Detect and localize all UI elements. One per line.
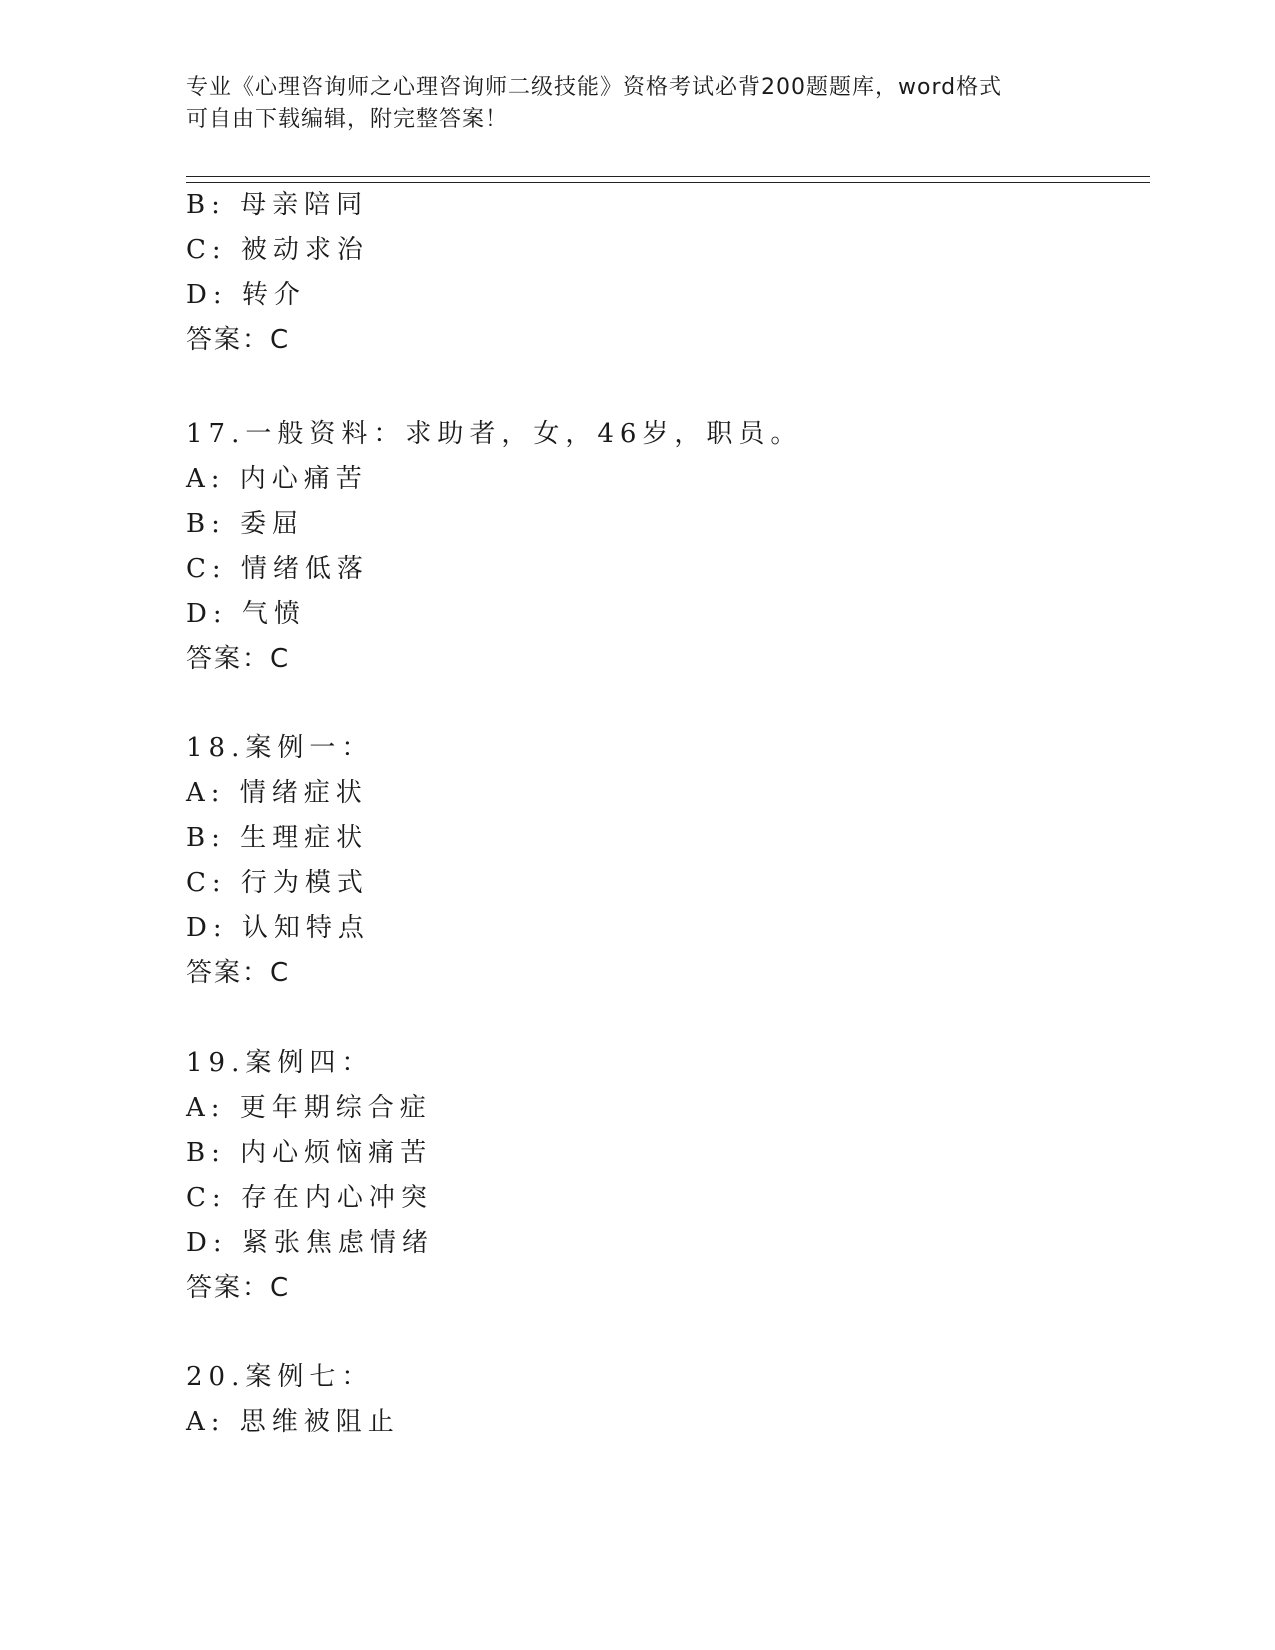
header-line-1: 专业《心理咨询师之心理咨询师二级技能》资格考试必背200题题库，word格式 xyxy=(186,75,1003,100)
option-line: C: 被动求治 xyxy=(186,235,369,265)
answer-line: 答案：C xyxy=(186,644,291,674)
answer-line: 答案：C xyxy=(186,958,291,988)
option-line: D: 认知特点 xyxy=(186,913,370,943)
header-line-2: 可自由下载编辑，附完整答案！ xyxy=(186,107,509,132)
answer-line: 答案：C xyxy=(186,1273,291,1303)
question-line: 18.案例一： xyxy=(186,733,374,763)
option-line: A: 情绪症状 xyxy=(186,778,368,808)
option-line: A: 思维被阻止 xyxy=(186,1407,400,1437)
option-line: B: 内心烦恼痛苦 xyxy=(186,1138,433,1168)
option-line: A: 更年期综合症 xyxy=(186,1093,432,1123)
option-line: B: 母亲陪同 xyxy=(186,190,369,220)
document-header xyxy=(186,72,1086,136)
option-line: C: 存在内心冲突 xyxy=(186,1183,433,1213)
option-line: C: 情绪低落 xyxy=(186,554,369,584)
question-line: 17.一般资料：求助者，女，46岁，职员。 xyxy=(186,419,803,449)
option-line: D: 紧张焦虑情绪 xyxy=(186,1228,434,1258)
option-line: B: 委屈 xyxy=(186,509,305,539)
option-line: D: 气愤 xyxy=(186,599,306,629)
header-divider-top xyxy=(186,176,1150,177)
question-line: 20.案例七： xyxy=(186,1362,374,1392)
option-line: C: 行为模式 xyxy=(186,868,369,898)
header-divider-bottom xyxy=(186,182,1150,183)
option-line: A: 内心痛苦 xyxy=(186,464,368,494)
option-line: B: 生理症状 xyxy=(186,823,369,853)
answer-line: 答案：C xyxy=(186,325,291,355)
option-line: D: 转介 xyxy=(186,280,306,310)
question-line: 19.案例四： xyxy=(186,1048,374,1078)
